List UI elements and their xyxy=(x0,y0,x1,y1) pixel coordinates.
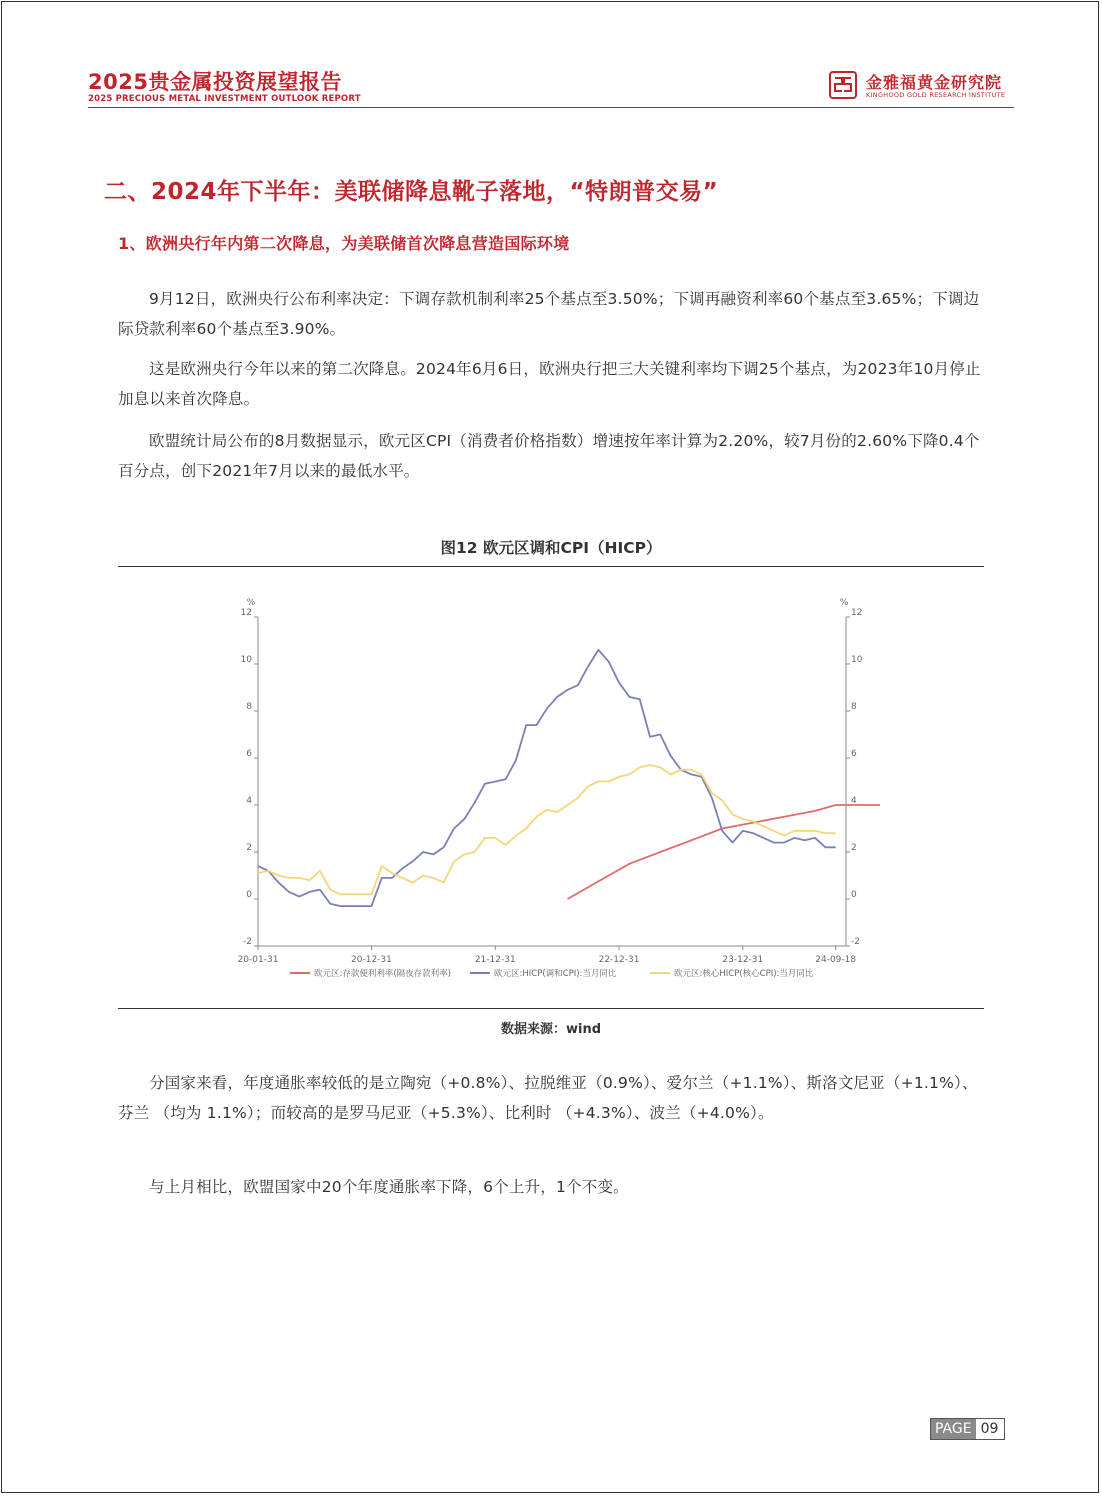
left-y-tick-label: 8 xyxy=(246,702,252,712)
right-y-tick-label: 6 xyxy=(851,749,857,759)
page-label: PAGE xyxy=(931,1419,976,1439)
left-y-tick-label: 6 xyxy=(246,749,252,759)
figure-bottom-rule xyxy=(118,1008,984,1009)
left-y-unit-label: % xyxy=(246,598,256,608)
left-y-tick-label: 0 xyxy=(246,890,252,900)
x-tick-label: 21-12-31 xyxy=(474,955,516,965)
paragraph-1: 9月12日，欧洲央行公布利率决定：下调存款机制利率25个基点至3.50%；下调再融资利率60个基点至3.65%；下调边际贷款利率60个基点至3.90%。 xyxy=(118,290,980,338)
left-y-tick-label: 4 xyxy=(246,796,252,806)
series-line-3 xyxy=(258,765,836,894)
x-tick-label: 23-12-31 xyxy=(722,955,764,965)
figure-top-rule xyxy=(118,566,984,567)
section-heading: 二、2024年下半年：美联储降息靴子落地，“特朗普交易” xyxy=(104,179,719,205)
legend-label-2: 欧元区:HICP(调和CPI):当月同比 xyxy=(494,969,617,979)
legend-label-1: 欧元区:存款便利利率(隔夜存款利率) xyxy=(314,969,451,979)
page-number: 09 xyxy=(976,1419,1005,1439)
paragraph-5: 与上月相比，欧盟国家中20个年度通胀率下降，6个上升，1个不变。 xyxy=(149,1178,629,1196)
left-y-tick-label: 12 xyxy=(240,608,252,618)
legend-label-3: 欧元区:核心HICP(核心CPI):当月同比 xyxy=(674,969,814,979)
brand-english-name: KINGHOOD GOLD RESEARCH INSTITUTE xyxy=(866,91,1006,99)
right-y-tick-label: 12 xyxy=(851,608,863,618)
x-tick-label: 24-09-18 xyxy=(815,955,857,965)
right-y-unit-label: % xyxy=(839,598,849,608)
x-tick-label: 22-12-31 xyxy=(598,955,640,965)
left-y-tick-label: 10 xyxy=(240,655,252,665)
right-y-tick-label: 10 xyxy=(851,655,863,665)
left-y-tick-label: -2 xyxy=(243,937,252,947)
x-tick-label: 20-12-31 xyxy=(351,955,392,965)
right-y-tick-label: 0 xyxy=(851,890,857,900)
brand-name: 金雅福黄金研究院 xyxy=(866,73,1003,92)
right-y-tick-label: 2 xyxy=(851,843,857,853)
paragraph-4: 分国家来看，年度通胀率较低的是立陶宛（+0.8%）、拉脱维亚（0.9%）、爱尔兰（+1.1%）、斯洛文尼亚（+1.1%）、芬兰 （均为 1.1%）；而较高的是罗马尼亚（+5.3%）、比利时 （+4.3%）、波兰（+4.0%）。 xyxy=(118,1074,978,1122)
right-y-tick-label: -2 xyxy=(851,937,860,947)
figure-source: 数据来源：wind xyxy=(500,1022,602,1037)
report-title: 2025贵金属投资展望报告 xyxy=(88,70,342,94)
section-subheading: 1、欧洲央行年内第二次降息，为美联储首次降息营造国际环境 xyxy=(118,234,570,253)
right-y-tick-label: 4 xyxy=(851,796,857,806)
report-subtitle: 2025 PRECIOUS METAL INVESTMENT OUTLOOK REPORT xyxy=(88,94,361,104)
page-number-badge xyxy=(930,1418,1005,1440)
header-rule xyxy=(88,107,1014,108)
left-y-tick-label: 2 xyxy=(246,843,252,853)
series-line-1 xyxy=(568,805,881,899)
x-tick-label: 20-01-31 xyxy=(237,955,279,965)
brand-logo-icon xyxy=(829,71,857,99)
paragraph-2: 这是欧洲央行今年以来的第二次降息。2024年6月6日，欧洲央行把三大关键利率均下调25个基点，为2023年10月停止加息以来首次降息。 xyxy=(118,360,981,408)
paragraph-3: 欧盟统计局公布的8月数据显示，欧元区CPI（消费者价格指数）增速按年率计算为2.20%，较7月份的2.60%下降0.4个百分点，创下2021年7月以来的最低水平。 xyxy=(118,432,980,480)
hicp-line-chart xyxy=(230,590,880,990)
right-y-tick-label: 8 xyxy=(851,702,857,712)
figure-caption: 图12 欧元区调和CPI（HICP） xyxy=(440,539,662,557)
series-line-2 xyxy=(258,650,836,906)
